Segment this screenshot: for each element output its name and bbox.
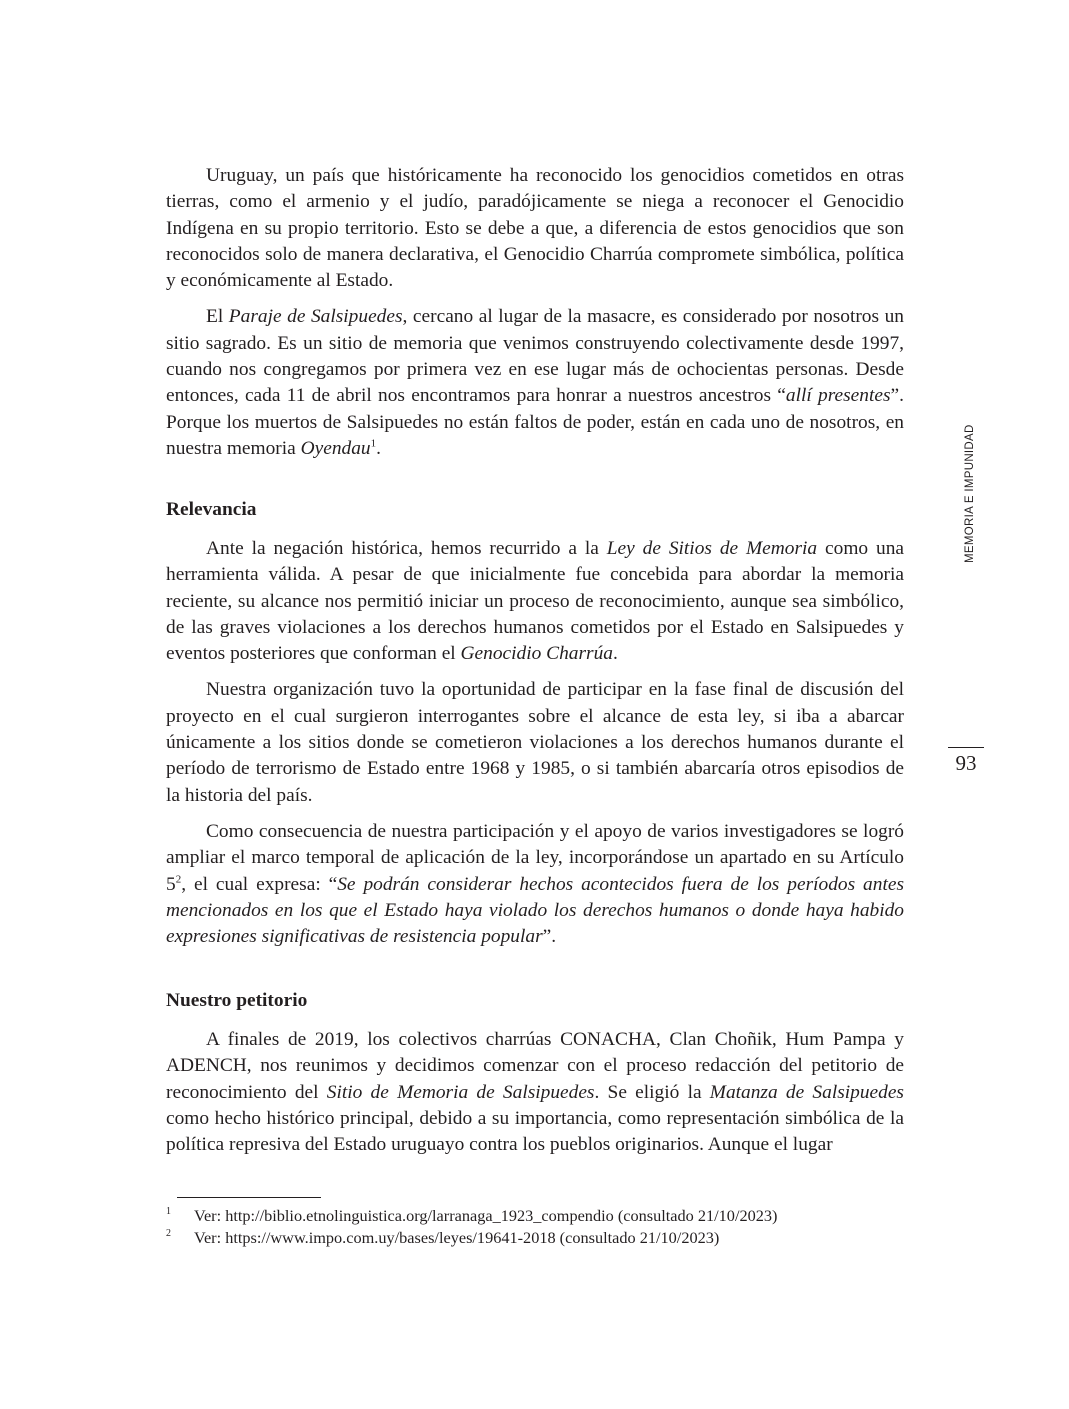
relevancia-section [166, 536, 904, 950]
footnote-text[interactable]: Ver: http://biblio.etnolinguistica.org/larranaga_1923_compendio (consultado 21/10/2023) [194, 1206, 778, 1225]
section-heading-petitorio: Nuestro petitorio [166, 990, 308, 1011]
petitorio-section [166, 1027, 904, 1158]
page-number-rule [948, 747, 984, 748]
footnote-2 [166, 1227, 719, 1249]
italic-text: Sitio de Memoria de Salsipuedes [326, 1081, 595, 1103]
footnote-mark: 1 [166, 1206, 171, 1217]
paragraph: Nuestra organización tuvo la oportunidad de participar en la fase final de discusión del proyecto en el cual surgieron interrogantes sobre el alcance de esta ley, si iba a abarcar únicamente a los sitios donde se cometieron violaciones a los derechos humanos durante el período de terrorismo de Estado entre 1968 y 1985, o si también abarcaría otros episodios de la historia del país. [166, 679, 904, 806]
paragraph: Como consecuencia de nuestra participación y el apoyo de varios investigadores se logró ampliar el marco temporal de aplicación de la ley, incorporándose un apartado en su Artículo $5^2$, el cual expresa: “Se podrán considerar hechos acontecidos fuera de los períodos antes mencionados en los que el Estado haya violado los derechos humanos o donde haya habido expresiones significativas de resistencia popular”. [166, 820, 904, 948]
footnote-reference[interactable]: 2 [175, 873, 182, 886]
italic-quote: Se podrán considerar hechos acontecidos fuera de los períodos antes mencionados en los que el Estado haya violado los derechos humanos o donde haya habido expresiones significativas de resistencia popular [166, 873, 904, 948]
page-number: 93 [955, 751, 977, 775]
italic-text: Ley de Sitios de Memoria [606, 538, 818, 559]
footnote-text[interactable]: Ver: https://www.impo.com.uy/bases/leyes/19641-2018 (consultado 21/10/2023) [194, 1228, 720, 1247]
paragraph: Ante la negación histórica, hemos recurrido a la Ley de Sitios de Memoria como una herramienta válida. A pesar de que inicialmente fue concebida para abordar la memoria reciente, su alcance nos permitió iniciar un proceso de reconocimiento, aunque sea simbólico, de las graves violaciones a los derechos humanos cometidos por el Estado en Salsipuedes y eventos posteriores que conforman el Genocidio Charrúa. [166, 538, 904, 665]
footnote-reference[interactable]: 1 [370, 437, 377, 450]
footnote-separator [177, 1197, 321, 1198]
footnote-1 [166, 1205, 777, 1227]
italic-text: Matanza de Salsipuedes [709, 1081, 904, 1103]
italic-text: Oyendau [300, 437, 371, 459]
paragraph: A finales de 2019, los colectivos charrúas CONACHA, Clan Choñik, Hum Pampa y ADENCH, nos reunimos y decidimos comenzar con el proceso redacción del petitorio de reconocimiento del Sitio de Memoria de Salsipuedes. Se eligió la Matanza de Salsipuedes como hecho histórico principal, debido a su importancia, como representación simbólica de la política represiva del Estado uruguayo contra los pueblos originarios. Aunque el lugar [166, 1029, 904, 1156]
section-heading-relevancia: Relevancia [166, 499, 257, 520]
paragraph: Uruguay, un país que históricamente ha reconocido los genocidios cometidos en otras tierras, como el armenio y el judío, paradójicamente se niega a reconocer el Genocidio Indígena en su propio territorio. Esto se debe a que, a diferencia de estos genocidios que son reconocidos solo de manera declarativa, el Genocidio Charrúa compromete simbólica, política y económicamente al Estado. [166, 165, 904, 292]
italic-text: allí presentes [785, 385, 891, 407]
paragraph: El Paraje de Salsipuedes, cercano al lugar de la masacre, es considerado por nosotros un sitio sagrado. Es un sitio de memoria que venimos construyendo colectivamente desde 1997, cuando nos congregamos por primera vez en ese lugar más de ochocientas personas. Desde entonces, cada 11 de abril nos encontramos para honrar a nuestros ancestros “allí presentes”. Porque los muertos de Salsipuedes no están faltos de poder, están en cada uno de nosotros, en nuestra memoria Oyendau$^1$. [166, 306, 904, 459]
italic-text: Genocidio Charrúa [460, 643, 613, 665]
running-title: MEMORIA E IMPUNIDAD [964, 424, 976, 563]
italic-text: Paraje de Salsipuedes [228, 306, 403, 328]
footnote-mark: 2 [166, 1228, 171, 1239]
intro-section [166, 163, 904, 462]
